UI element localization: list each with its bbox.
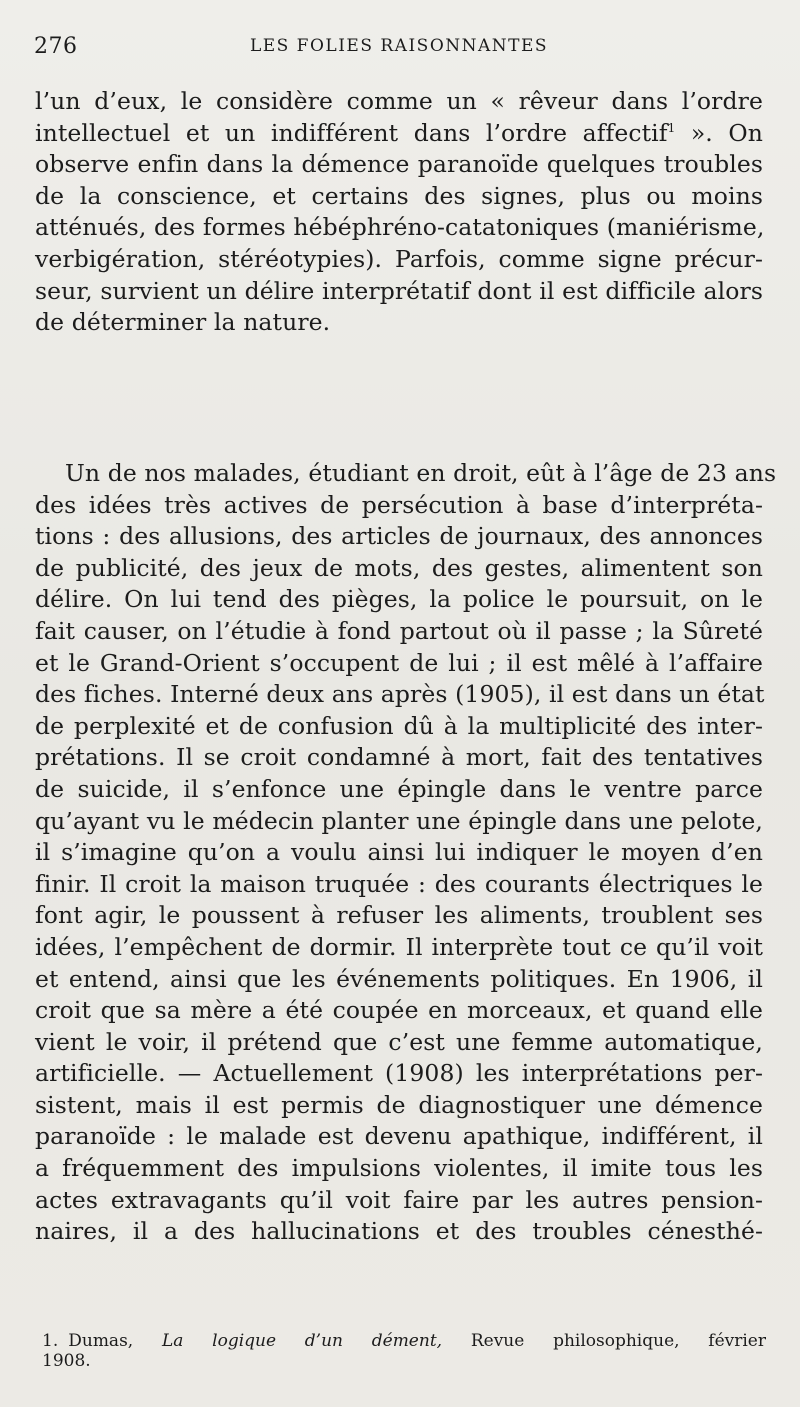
text-line: paranoïde : le malade est devenu apathique, indifférent, il <box>35 1122 763 1151</box>
text-line: naires, il a des hallucinations et des troubles cénesthé- <box>35 1217 763 1246</box>
text-line: seur, survient un délire interprétatif dont il est difficile alors <box>35 276 763 305</box>
footnote-marker: 1 <box>667 120 676 135</box>
text-line-part: ». On <box>675 118 763 147</box>
running-title: LES FOLIES RAISONNANTES <box>249 36 549 56</box>
text-line: idées, l’empêchent de dormir. Il interprète tout ce qu’il voit <box>35 932 763 961</box>
footnote-title: La logique d’un dément, <box>161 1331 443 1351</box>
footnote-number: 1. <box>42 1331 59 1351</box>
text-line: Un de nos malades, étudiant en droit, eût à l’âge de 23 ans <box>65 459 777 487</box>
text-line: l’un d’eux, le considère comme un « rêveur dans l’ordre <box>35 87 763 115</box>
text-line: tions : des allusions, des articles de journaux, des annonces <box>35 522 763 551</box>
text-line: observe enfin dans la démence paranoïde quelques troubles <box>35 150 763 179</box>
text-line: de publicité, des jeux de mots, des gestes, alimentent son <box>35 553 763 582</box>
text-line: de perplexité et de confusion dû à la multiplicité des inter- <box>35 711 763 740</box>
text-line: et entend, ainsi que les événements politiques. En 1906, il <box>35 964 763 993</box>
text-line: de la conscience, et certains des signes, plus ou moins <box>35 181 763 210</box>
text-line <box>35 118 763 150</box>
text-line: prétations. Il se croit condamné à mort, fait des tentatives <box>35 743 763 772</box>
text-line: des idées très actives de persécution à base d’interpréta- <box>35 490 763 519</box>
footnote-line <box>42 1351 766 1371</box>
text-line: actes extravagants qu’il voit faire par les autres pension- <box>35 1185 763 1214</box>
text-line: des fiches. Interné deux ans après (1905), il est dans un état <box>35 680 765 709</box>
text-line: croit que sa mère a été coupée en morceaux, et quand elle <box>35 996 763 1025</box>
text-line: atténués, des formes hébéphréno-catatoniques (maniérisme, <box>35 213 765 242</box>
paragraph-2 <box>35 458 777 1248</box>
text-line: vient le voir, il prétend que c’est une femme automatique, <box>35 1027 763 1056</box>
text-line-part: intellectuel et un indifférent dans l’ordre affectif <box>35 118 668 147</box>
text-line: finir. Il croit la maison truquée : des courants électriques le <box>35 869 763 898</box>
text-line: délire. On lui tend des pièges, la police le poursuit, on le <box>35 585 763 614</box>
text-line: qu’ayant vu le médecin planter une épingle dans une pelote, <box>35 806 763 835</box>
footnote <box>42 1331 766 1371</box>
text-line: sistent, mais il est permis de diagnostiquer une démence <box>35 1090 763 1119</box>
text-line: et le Grand-Orient s’occupent de lui ; il est mêlé à l’affaire <box>35 648 763 677</box>
text-line: a fréquemment des impulsions violentes, il imite tous les <box>35 1154 763 1183</box>
paragraph-1 <box>35 86 763 339</box>
text-line: de déterminer la nature. <box>35 308 331 337</box>
text-line: fait causer, on l’étudie à fond partout où il passe ; la Sûreté <box>35 616 763 645</box>
footnote-author: Dumas, <box>68 1331 134 1351</box>
footnote-source: Revue philosophique, février <box>470 1331 766 1351</box>
text-line: verbigération, stéréotypies). Parfois, comme signe précur- <box>35 244 763 273</box>
text-line: il s’imagine qu’on a voulu ainsi lui indiquer le moyen d’en <box>35 838 763 867</box>
text-line: artificielle. — Actuellement (1908) les interprétations per- <box>35 1059 763 1088</box>
text-line: de suicide, il s’enfonce une épingle dans le ventre parce <box>35 774 763 803</box>
page-header <box>34 34 764 64</box>
text-line: font agir, le poussent à refuser les aliments, troublent ses <box>35 901 763 930</box>
footnote-year: 1908. <box>42 1351 91 1371</box>
footnote-line <box>42 1331 766 1351</box>
page-number: 276 <box>34 34 78 59</box>
